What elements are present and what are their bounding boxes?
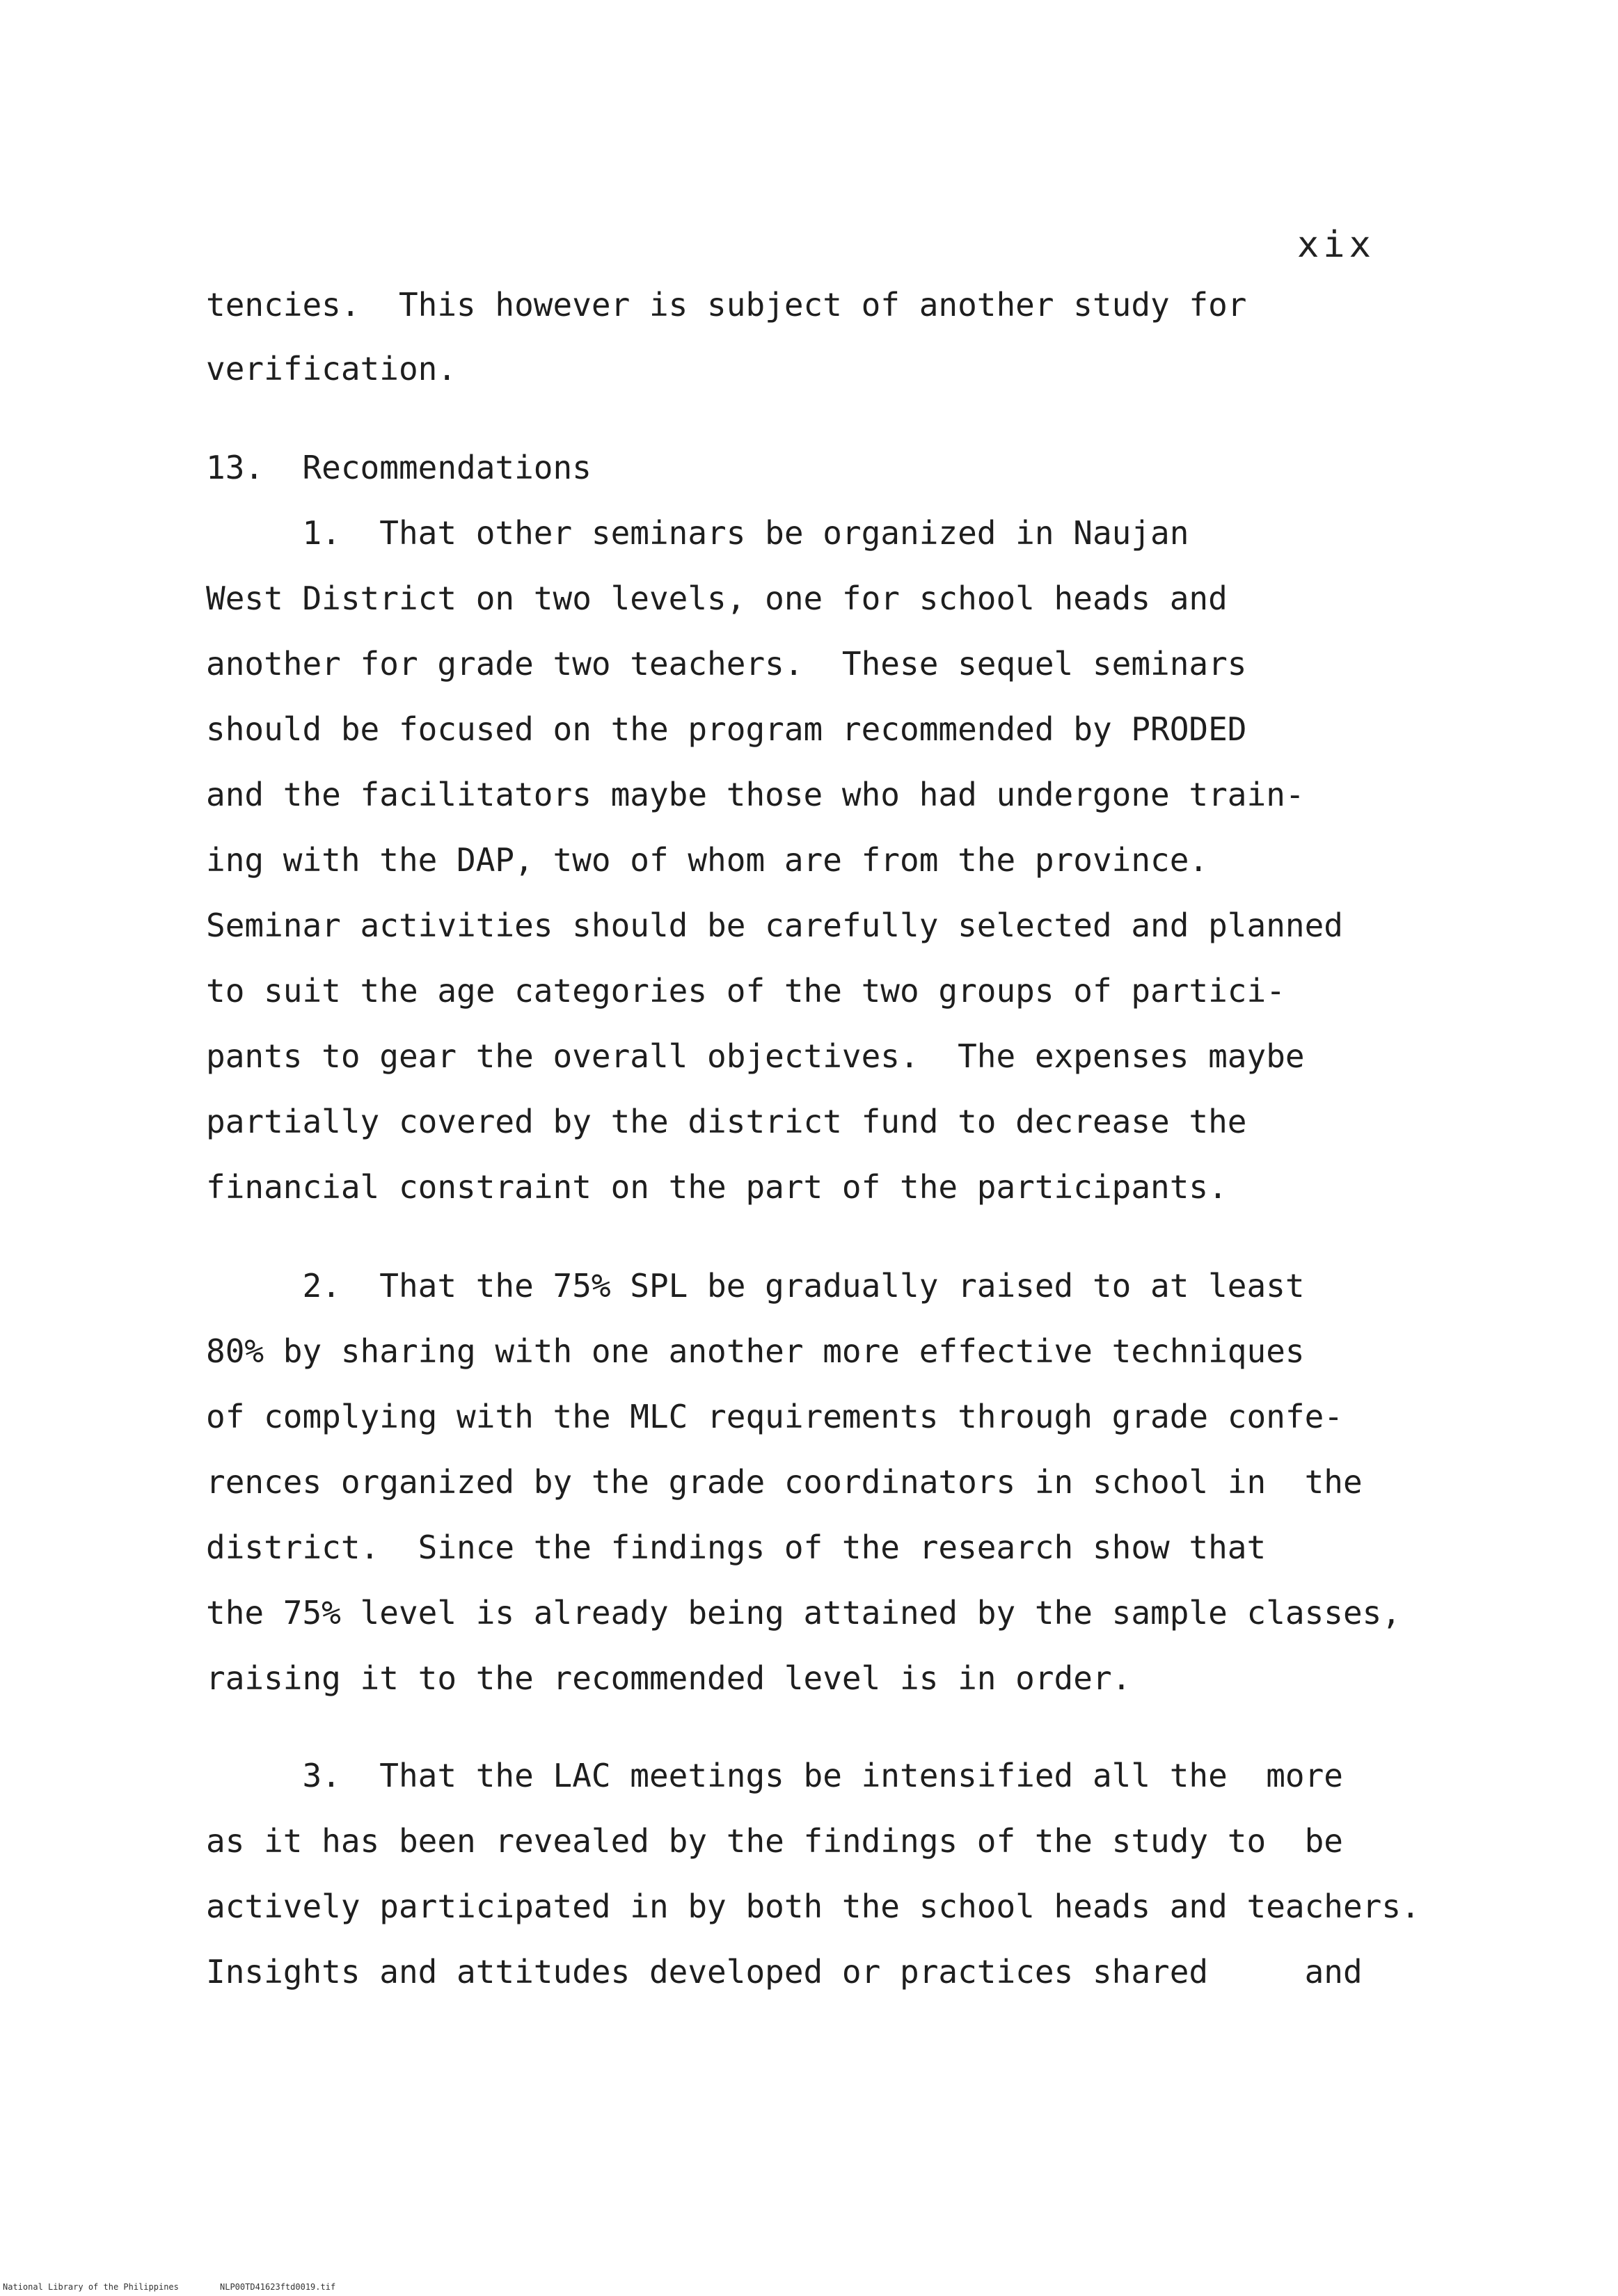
text-line: Seminar activities should be carefully selected and planned — [206, 907, 1343, 944]
section-heading: 13. Recommendations — [206, 449, 592, 486]
text-line: ing with the DAP, two of whom are from the province. — [206, 841, 1209, 879]
text-line: 3. That the LAC meetings be intensified all the more — [206, 1757, 1343, 1794]
page-number: xix — [1297, 224, 1375, 266]
text-line: raising it to the recommended level is in order. — [206, 1659, 1132, 1697]
text-line: the 75% level is already being attained by the sample classes, — [206, 1594, 1402, 1632]
text-line: financial constraint on the part of the participants. — [206, 1168, 1228, 1206]
text-line: partially covered by the district fund to decrease the — [206, 1103, 1247, 1140]
text-line: 2. That the 75% SPL be gradually raised to at least — [206, 1267, 1305, 1305]
footer-filename: NLP00TD41623ftd0019.tif — [220, 2282, 336, 2292]
text-line: rences organized by the grade coordinators in school in the — [206, 1463, 1363, 1501]
text-line: of complying with the MLC requirements through grade confe- — [206, 1398, 1343, 1435]
text-line: tencies. This however is subject of another study for — [206, 286, 1247, 324]
text-line: West District on two levels, one for school heads and — [206, 580, 1228, 617]
text-line: district. Since the findings of the research show that — [206, 1529, 1267, 1566]
text-line: actively participated in by both the school heads and teachers. — [206, 1888, 1420, 1925]
text-line: as it has been revealed by the findings of the study to be — [206, 1822, 1343, 1860]
text-line: another for grade two teachers. These sequel seminars — [206, 645, 1247, 683]
text-line: and the facilitators maybe those who had undergone train- — [206, 776, 1305, 813]
text-line: should be focused on the program recommended by PRODED — [206, 710, 1247, 748]
footer-library: National Library of the Philippines — [3, 2282, 179, 2292]
text-line: verification. — [206, 350, 457, 388]
text-line: pants to gear the overall objectives. The expenses maybe — [206, 1037, 1305, 1075]
text-line: to suit the age categories of the two groups of partici- — [206, 972, 1285, 1010]
text-line: 80% by sharing with one another more effective techniques — [206, 1332, 1305, 1370]
text-line: Insights and attitudes developed or practices shared and — [206, 1953, 1363, 1991]
text-line: 1. That other seminars be organized in Naujan — [206, 514, 1189, 552]
